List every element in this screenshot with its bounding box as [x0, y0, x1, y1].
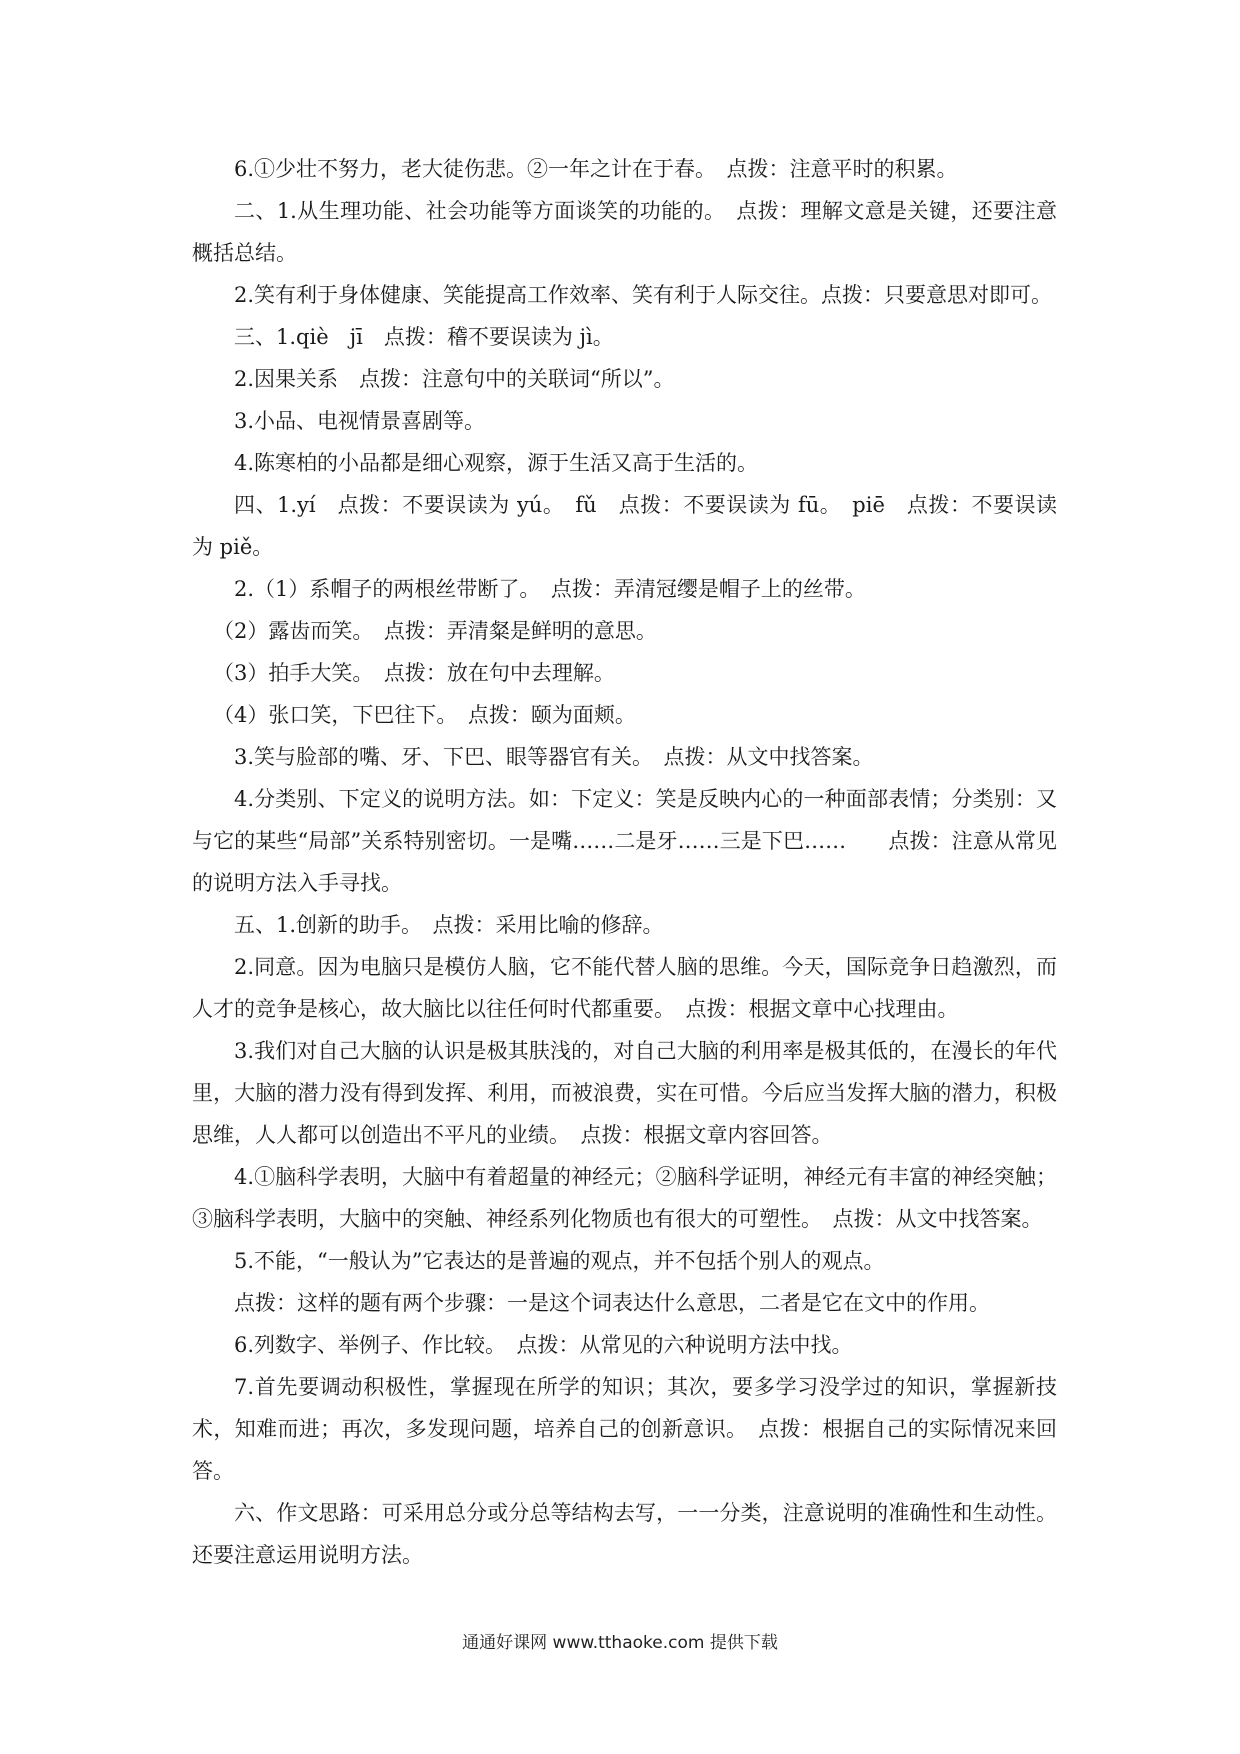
- answer-paragraph: 2.（1）系帽子的两根丝带断了。 点拨：弄清冠缨是帽子上的丝带。: [234, 577, 866, 601]
- answer-paragraph: （3）拍手大笑。 点拨：放在句中去理解。: [213, 661, 615, 685]
- answer-paragraph: 三、1.qiè jī 点拨：稽不要误读为 jì。: [234, 325, 614, 349]
- document-body: [192, 148, 1057, 1576]
- page-footer: 通通好课网 www.tthaoke.com 提供下载: [462, 1633, 778, 1653]
- answer-paragraph: 6.①少壮不努力，老大徒伤悲。②一年之计在于春。 点拨：注意平时的积累。: [234, 157, 958, 181]
- answer-paragraph: 4.分类别、下定义的说明方法。如：下定义：笑是反映内心的一种面部表情；分类别：又与它的某些“局部”关系特别密切。一是嘴……二是牙……三是下巴…… 点拨：注意从常见的说明方法入手寻找。: [192, 787, 1057, 895]
- answer-paragraph: 3.小品、电视情景喜剧等。: [234, 409, 486, 433]
- answer-paragraph: 2.笑有利于身体健康、笑能提高工作效率、笑有利于人际交往。点拨：只要意思对即可。: [234, 283, 1053, 307]
- answer-paragraph: 4.①脑科学表明，大脑中有着超量的神经元；②脑科学证明，神经元有丰富的神经突触；③脑科学表明，大脑中的突触、神经系列化物质也有很大的可塑性。 点拨：从文中找答案。: [192, 1165, 1057, 1231]
- answer-paragraph: （2）露齿而笑。 点拨：弄清粲是鲜明的意思。: [213, 619, 657, 643]
- answer-paragraph: 6.列数字、举例子、作比较。 点拨：从常见的六种说明方法中找。: [234, 1333, 853, 1357]
- answer-paragraph: 二、1.从生理功能、社会功能等方面谈笑的功能的。 点拨：理解文意是关键，还要注意概括总结。: [192, 199, 1057, 265]
- answer-paragraph: （4）张口笑，下巴往下。 点拨：颐为面颊。: [213, 703, 636, 727]
- answer-paragraph: 2.因果关系 点拨：注意句中的关联词“所以”。: [234, 367, 675, 391]
- answer-paragraph: 四、1.yí 点拨：不要误读为 yú。 fǔ 点拨：不要误读为 fū。 piē 点拨：不要误读为 piě。: [192, 493, 1057, 559]
- answer-paragraph: 2.同意。因为电脑只是模仿人脑，它不能代替人脑的思维。今天，国际竞争日趋激烈，而人才的竞争是核心，故大脑比以往任何时代都重要。 点拨：根据文章中心找理由。: [192, 955, 1057, 1021]
- answer-paragraph: 4.陈寒柏的小品都是细心观察，源于生活又高于生活的。: [234, 451, 759, 475]
- answer-paragraph: 3.笑与脸部的嘴、牙、下巴、眼等器官有关。 点拨：从文中找答案。: [234, 745, 874, 769]
- answer-paragraph: 点拨：这样的题有两个步骤：一是这个词表达什么意思，二者是它在文中的作用。: [234, 1291, 990, 1315]
- answer-paragraph: 3.我们对自己大脑的认识是极其肤浅的，对自己大脑的利用率是极其低的，在漫长的年代里，大脑的潜力没有得到发挥、利用，而被浪费，实在可惜。今后应当发挥大脑的潜力，积极思维，人人都可以创造出不平凡的业绩。 点拨：根据文章内容回答。: [192, 1039, 1057, 1147]
- answer-paragraph: 五、1.创新的助手。 点拨：采用比喻的修辞。: [234, 913, 664, 937]
- answer-paragraph: 5.不能，“一般认为”它表达的是普遍的观点，并不包括个别人的观点。: [234, 1249, 885, 1273]
- answer-paragraph: 7.首先要调动积极性，掌握现在所学的知识；其次，要多学习没学过的知识，掌握新技术，知难而进；再次，多发现问题，培养自己的创新意识。 点拨：根据自己的实际情况来回答。: [192, 1375, 1057, 1483]
- answer-paragraph: 六、作文思路：可采用总分或分总等结构去写，一一分类，注意说明的准确性和生动性。还要注意运用说明方法。: [192, 1501, 1057, 1567]
